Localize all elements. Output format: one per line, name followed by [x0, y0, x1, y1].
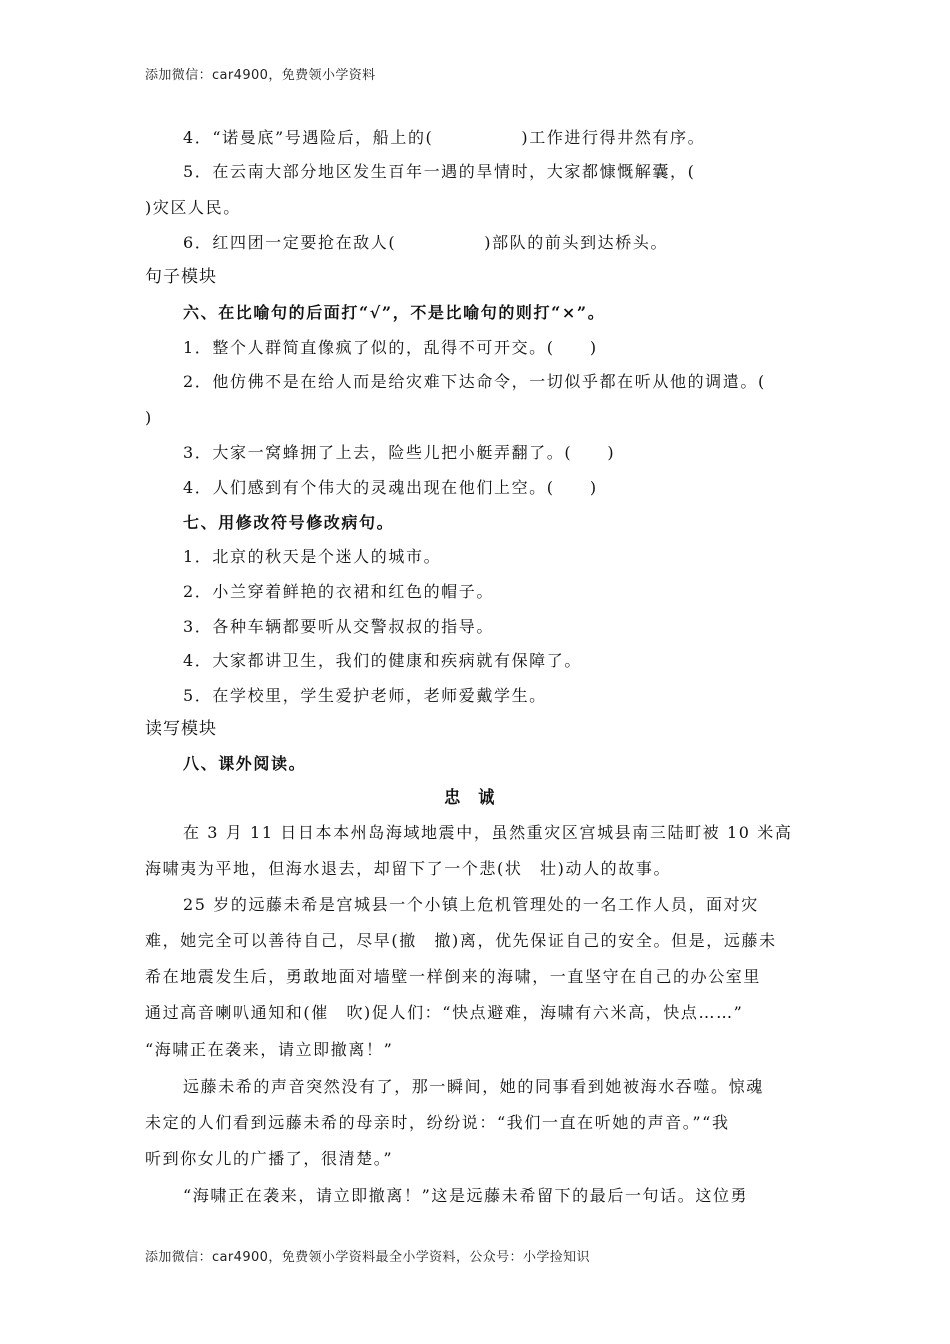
- article-line: 通过高音喇叭通知和(催 吹)促人们：“快点避难，海啸有六米高，快点……”: [145, 1003, 744, 1022]
- page-header: 添加微信：car4900，免费领小学资料: [145, 68, 376, 83]
- correction-item-3: 3．各种车辆都要听从交警叔叔的指导。: [183, 617, 494, 636]
- article-line: “海啸正在袭来，请立即撤离！”这是远藤未希留下的最后一句话。这位勇: [183, 1186, 749, 1205]
- article-line: 难，她完全可以善待自己，尽早(撤 撤)离，优先保证自己的安全。但是，远藤未: [145, 931, 777, 950]
- article-line: 未定的人们看到远藤未希的母亲时，纷纷说：“我们一直在听她的声音。”“我: [145, 1113, 730, 1132]
- fill-item-6: 6．红四团一定要抢在敌人( )部队的前头到达桥头。: [183, 233, 669, 252]
- question-8-title: 八、课外阅读。: [183, 754, 307, 773]
- question-7-title: 七、用修改符号修改病句。: [183, 513, 395, 532]
- simile-item-4: 4．人们感到有个伟大的灵魂出现在他们上空。( ): [183, 478, 598, 497]
- simile-item-2: 2．他仿佛不是在给人而是给灾难下达命令，一切似乎都在听从他的调遣。(: [183, 372, 766, 391]
- article-line: 海啸夷为平地，但海水退去，却留下了一个悲(状 壮)动人的故事。: [145, 859, 672, 878]
- correction-item-1: 1．北京的秋天是个迷人的城市。: [183, 547, 442, 566]
- simile-item-3: 3．大家一窝蜂拥了上去，险些儿把小艇弄翻了。( ): [183, 443, 616, 462]
- article-line: 在 3 月 11 日日本本州岛海域地震中，虽然重灾区宫城县南三陆町被 10 米高: [183, 823, 793, 842]
- page-footer: 添加微信：car4900，免费领小学资料最全小学资料，公众号：小学捡知识: [145, 1250, 590, 1265]
- fill-item-5: 5．在云南大部分地区发生百年一遇的旱情时，大家都慷慨解囊，(: [183, 162, 749, 181]
- correction-item-4: 4．大家都讲卫生，我们的健康和疾病就有保障了。: [183, 651, 582, 670]
- simile-item-1: 1．整个人群简直像疯了似的，乱得不可开交。( ): [183, 338, 598, 357]
- article-line: 25 岁的远藤未希是宫城县一个小镇上危机管理处的一名工作人员，面对灾: [183, 895, 759, 914]
- article-line: “海啸正在袭来，请立即撤离！”: [145, 1040, 394, 1059]
- article-line: 远藤未希的声音突然没有了，那一瞬间，她的同事看到她被海水吞噬。惊魂: [183, 1077, 764, 1096]
- fill-item-5-cont: )灾区人民。: [145, 198, 241, 217]
- simile-item-2-cont: ): [145, 408, 153, 427]
- article-line: 希在地震发生后，勇敢地面对墙壁一样倒来的海啸，一直坚守在自己的办公室里: [145, 967, 762, 986]
- fill-item-4: 4．“诺曼底”号遇险后，船上的( )工作进行得井然有序。: [183, 128, 706, 147]
- correction-item-2: 2．小兰穿着鲜艳的衣裙和红色的帽子。: [183, 582, 494, 601]
- correction-item-5: 5．在学校里，学生爱护老师，老师爱戴学生。: [183, 686, 547, 705]
- article-title: 忠 诚: [444, 788, 496, 808]
- article-line: 听到你女儿的广播了，很清楚。”: [145, 1149, 394, 1168]
- question-6-title: 六、在比喻句的后面打“√”，不是比喻句的则打“×”。: [183, 303, 606, 322]
- section-title-reading: 读写模块: [145, 719, 217, 739]
- section-title-sentence: 句子模块: [145, 267, 217, 287]
